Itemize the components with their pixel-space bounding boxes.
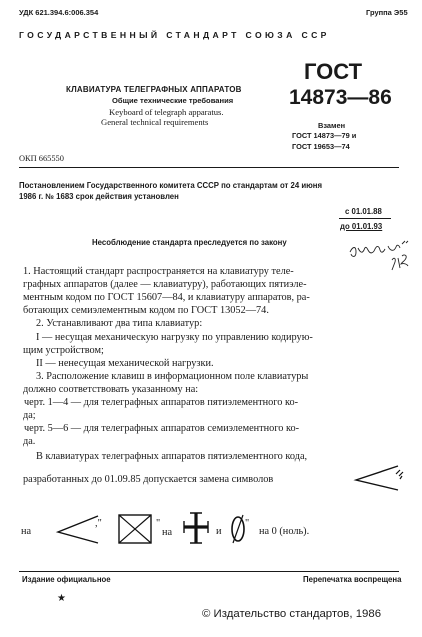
- decree-text: 1986 г. № 1683 срок действия установлен: [19, 192, 179, 201]
- cross-symbol-icon: [181, 510, 211, 546]
- title-english: Keyboard of telegraph apparatus.: [109, 107, 224, 117]
- official-edition-label: Издание официальное: [22, 575, 111, 584]
- symbol-text: на: [162, 527, 173, 538]
- symbol-text: на: [21, 526, 32, 537]
- divider: [339, 218, 391, 219]
- reprint-prohibited-label: Перепечатка воспрещена: [303, 575, 402, 584]
- paragraph-line: В клавиатурах телеграфных аппаратов пятиэлементного кода,: [36, 451, 308, 462]
- symbol-text: ": [245, 518, 250, 529]
- divider: [19, 571, 399, 572]
- less-than-symbol-icon: [348, 462, 406, 496]
- paragraph-line: щим устройством;: [23, 345, 104, 356]
- paragraph-line: да.: [23, 436, 36, 447]
- subtitle-russian: Общие технические требования: [112, 96, 234, 105]
- group-code: Группа Э55: [366, 8, 408, 17]
- replaces-item: ГОСТ 19653—74: [292, 142, 350, 151]
- symbol-text: ": [156, 518, 161, 529]
- symbol-text: и: [216, 526, 222, 537]
- decree-text: Постановлением Государственного комитета СССР по стандартам от 24 июня: [19, 181, 323, 190]
- validity-date-from: с 01.01.88: [345, 207, 382, 216]
- handwritten-note-signature: [348, 240, 414, 272]
- gost-label: ГОСТ: [304, 59, 363, 84]
- star-icon: ★: [57, 593, 66, 604]
- replaces-item: ГОСТ 14873—79 и: [292, 131, 357, 140]
- paragraph-line: ментным кодом по ГОСТ 15607—84, и клавиатуру аппаратов, ра-: [23, 292, 310, 303]
- paragraph-line: 3. Расположение клавиш в информационном поле клавиатуры: [36, 371, 309, 382]
- paragraph-line: должно соответствовать указанному на:: [23, 384, 199, 395]
- divider: [19, 167, 399, 168]
- paragraph-line: разработанных до 01.09.85 допускается замена символов: [23, 474, 274, 485]
- crossed-box-symbol-icon: [117, 513, 153, 545]
- paragraph-line: I — несущая механическую нагрузку по управлению кодирую-: [36, 332, 313, 343]
- symbol-text: на 0 (ноль).: [259, 526, 310, 537]
- subtitle-english: General technical requirements: [101, 117, 209, 127]
- paragraph-line: да;: [23, 410, 36, 421]
- paragraph-line: 2. Устанавливают два типа клавиатур:: [36, 318, 203, 329]
- okp-code: ОКП 665550: [19, 154, 64, 163]
- udk-code: УДК 621.394.6:006.354: [19, 8, 99, 17]
- replaces-label: Взамен: [318, 121, 346, 130]
- symbol-replacement-row: [19, 510, 409, 550]
- validity-date-to: до 01.01.93: [340, 222, 383, 231]
- title-russian: КЛАВИАТУРА ТЕЛЕГРАФНЫХ АППАРАТОВ: [66, 85, 242, 94]
- paragraph-line: II — ненесущая механической нагрузки.: [36, 358, 214, 369]
- gost-number: 14873—86: [289, 86, 392, 109]
- paragraph-line: черт. 1—4 — для телеграфных аппаратов пятиэлементного ко-: [24, 397, 299, 408]
- publisher-copyright: © Издательство стандартов, 1986: [202, 608, 382, 620]
- state-standard-line: ГОСУДАРСТВЕННЫЙ СТАНДАРТ СОЮЗА ССР: [19, 30, 330, 40]
- symbol-text: ,": [95, 518, 102, 529]
- violation-notice: Несоблюдение стандарта преследуется по закону: [92, 238, 287, 247]
- paragraph-line: графных аппаратов (далее — клавиатуру), работающих пятиэле-: [23, 279, 307, 290]
- paragraph-line: черт. 5—6 — для телеграфных аппаратов семиэлементного ко-: [24, 423, 300, 434]
- paragraph-line: ботающих семиэлементным кодом по ГОСТ 13052—74.: [23, 305, 269, 316]
- paragraph-line: 1. Настоящий стандарт распространяется на клавиатуру теле-: [23, 266, 294, 277]
